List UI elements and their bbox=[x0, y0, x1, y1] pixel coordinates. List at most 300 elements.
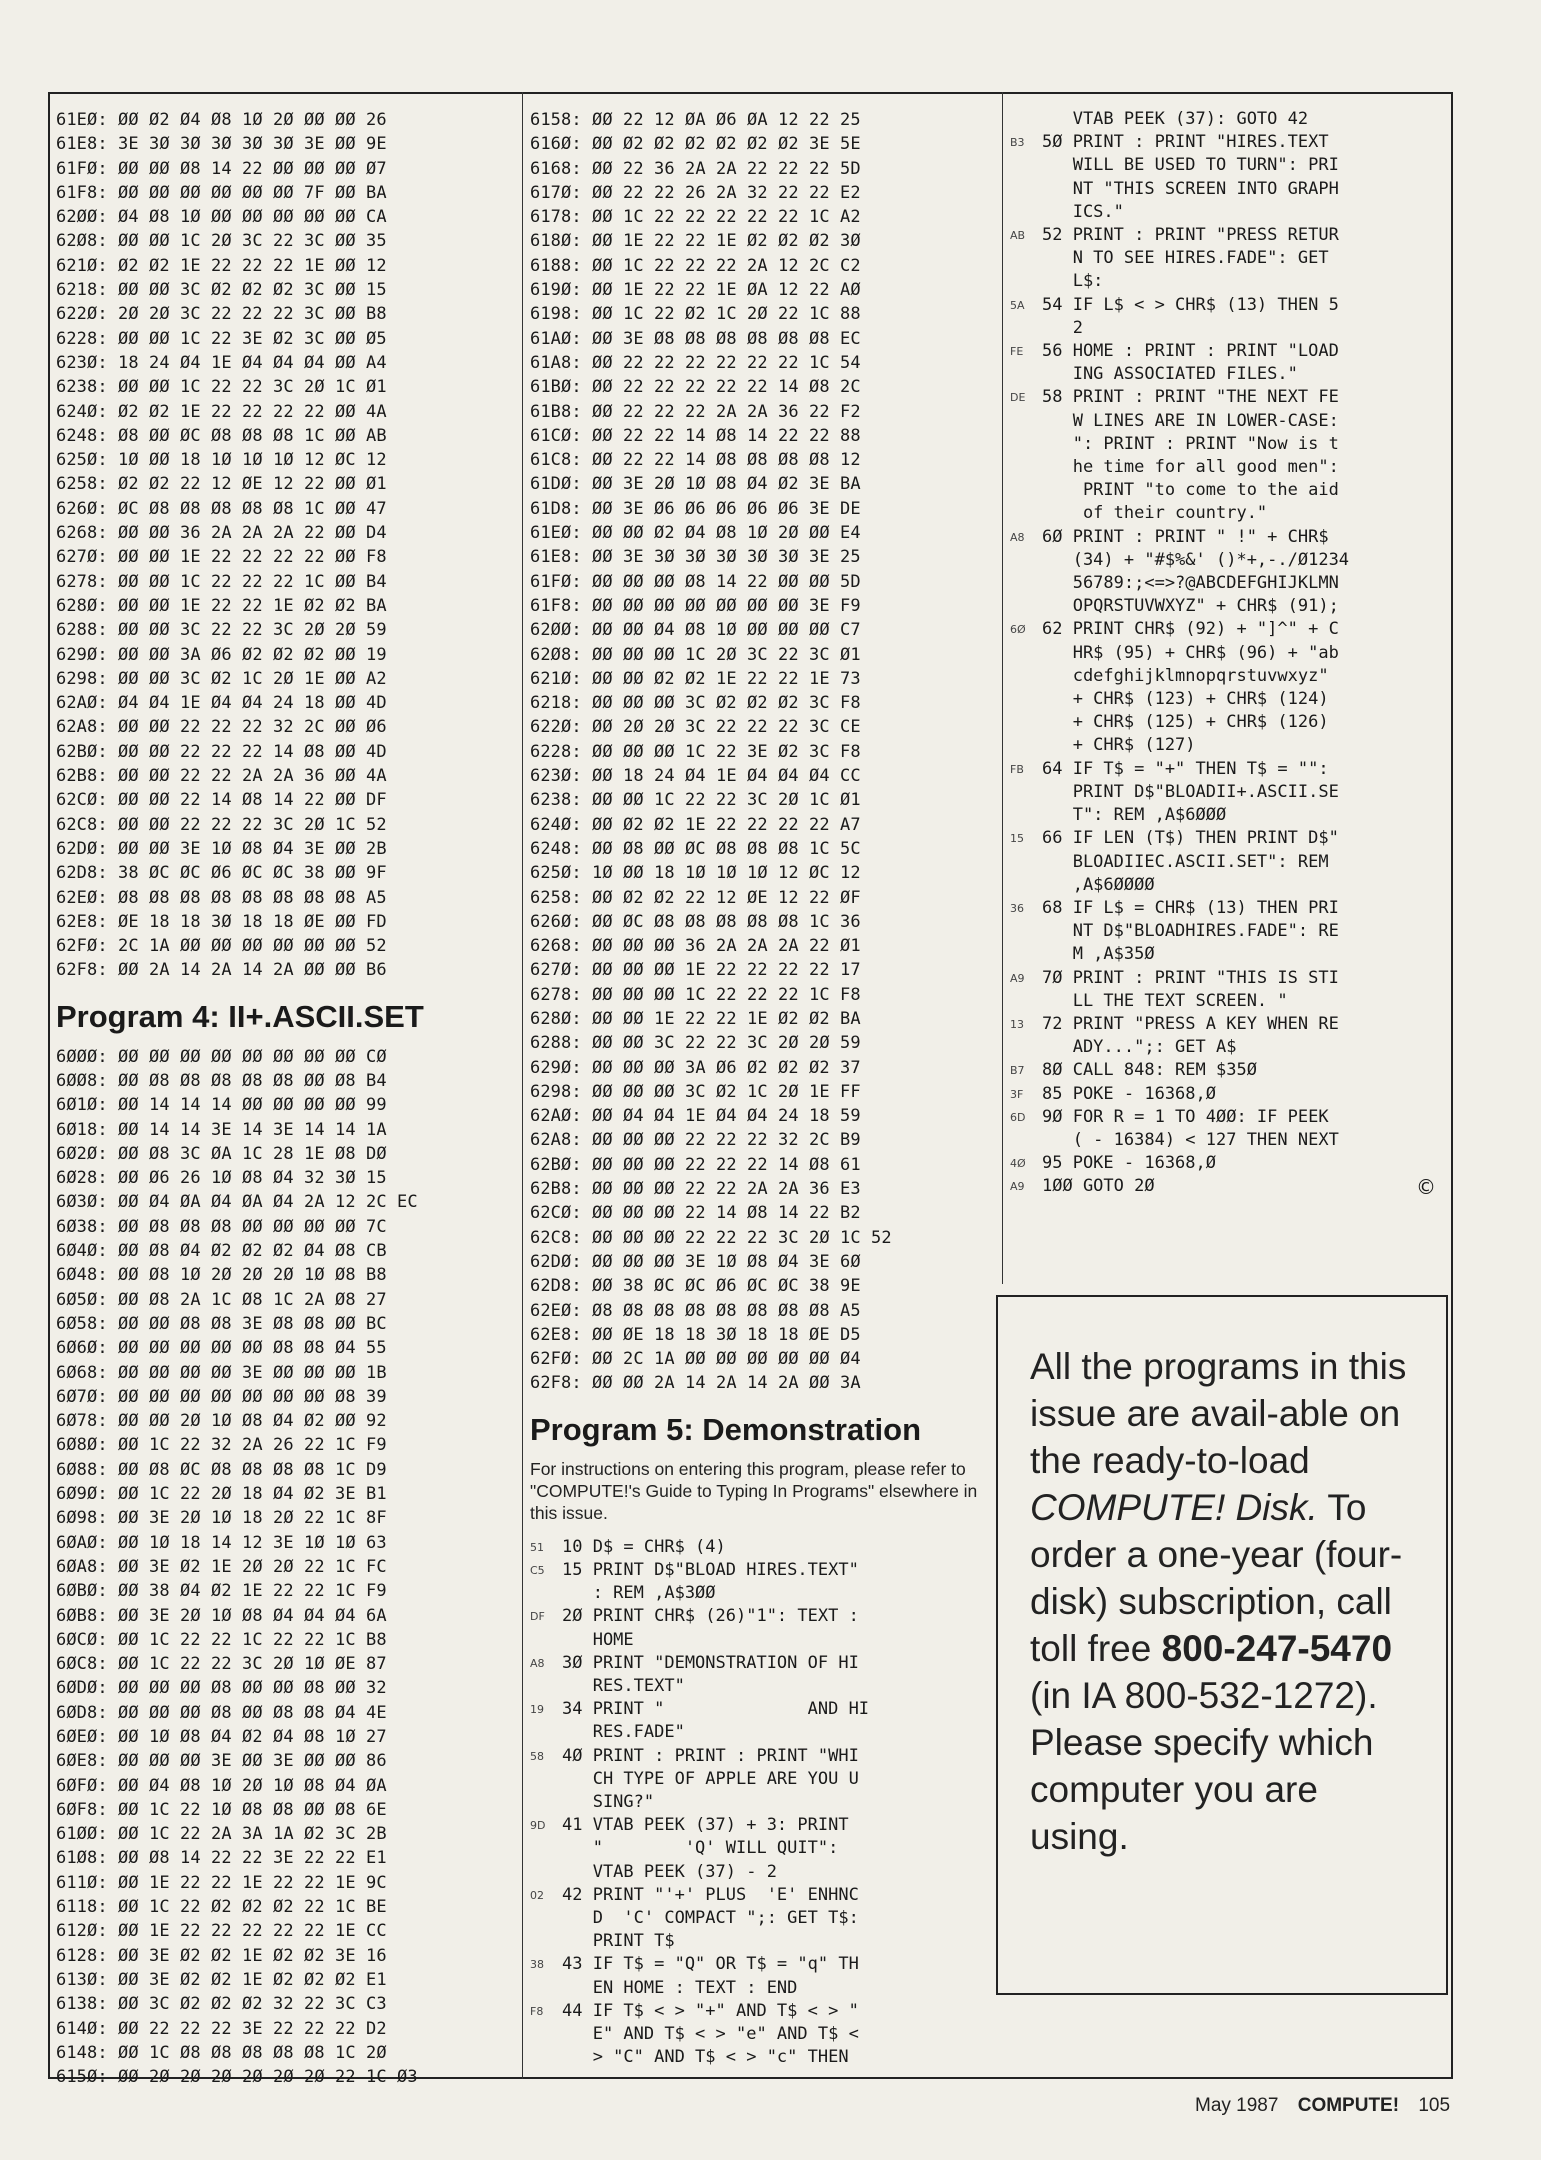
statement: 2 bbox=[1042, 317, 1083, 338]
hex-line: 6ØEØ: ØØ 1Ø Ø8 Ø4 Ø2 Ø4 Ø8 1Ø 27 bbox=[56, 1727, 387, 1747]
hex-line: 62BØ: ØØ ØØ 22 22 22 14 Ø8 ØØ 4D bbox=[56, 741, 387, 762]
program-line bbox=[1010, 1152, 1446, 1175]
statement: PRINT "to come to the aid bbox=[1042, 480, 1339, 501]
hex-line: 62ØØ: Ø4 Ø8 1Ø ØØ ØØ ØØ ØØ ØØ CA bbox=[56, 207, 387, 228]
hex-line: 6188: ØØ 1C 22 22 22 2A 12 2C C2 bbox=[530, 255, 861, 276]
program-line bbox=[1010, 781, 1446, 804]
program5-listing bbox=[530, 1536, 994, 2070]
hex-line: 62D8: ØØ 38 ØC ØC Ø6 ØC ØC 38 9E bbox=[530, 1276, 861, 1297]
hex-line: 62E8: ØØ ØE 18 18 3Ø 18 18 ØE D5 bbox=[530, 1324, 861, 1345]
hex-line: 61B8: ØØ 22 22 22 2A 2A 36 22 F2 bbox=[530, 401, 861, 422]
footer-magazine: COMPUTE! bbox=[1297, 2095, 1400, 2116]
statement: HOME bbox=[562, 1629, 634, 1650]
hex-line: 6298: ØØ ØØ 3C Ø2 1C 2Ø 1E ØØ A2 bbox=[56, 668, 387, 689]
hex-line: 6Ø1Ø: ØØ 14 14 14 ØØ ØØ ØØ ØØ 99 bbox=[56, 1095, 387, 1116]
column-3 bbox=[1010, 108, 1446, 1199]
hex-line: 62A8: ØØ ØØ ØØ 22 22 22 32 2C B9 bbox=[530, 1130, 861, 1151]
program-line bbox=[1010, 1106, 1446, 1129]
statement: 43 IF T$ = "Q" OR T$ = "q" TH bbox=[562, 1954, 859, 1975]
statement: 44 IF T$ < > "+" AND T$ < > " bbox=[562, 2000, 859, 2021]
statement: > "C" AND T$ < > "c" THEN bbox=[562, 2047, 849, 2068]
hex-line: 6Ø2Ø: ØØ Ø8 3C ØA 1C 28 1E Ø8 DØ bbox=[56, 1143, 387, 1164]
statement: ": PRINT : PRINT "Now is t bbox=[1042, 433, 1339, 454]
program-line bbox=[1010, 920, 1446, 943]
checksum: 02 bbox=[530, 1888, 544, 1902]
hex-line: 616Ø: ØØ Ø2 Ø2 Ø2 Ø2 Ø2 Ø2 3E 5E bbox=[530, 134, 861, 155]
statement: NT "THIS SCREEN INTO GRAPH bbox=[1042, 178, 1339, 199]
hex-line: 625Ø: 1Ø ØØ 18 1Ø 1Ø 1Ø 12 ØC 12 bbox=[530, 863, 861, 884]
hex-line: 6288: ØØ ØØ 3C 22 22 3C 2Ø 2Ø 59 bbox=[56, 620, 387, 641]
checksum: DE bbox=[1010, 391, 1026, 405]
column-divider-2 bbox=[1002, 92, 1003, 1284]
statement: 52 PRINT : PRINT "PRESS RETUR bbox=[1042, 225, 1339, 246]
statement: 85 POKE - 16368,Ø bbox=[1042, 1083, 1216, 1104]
checksum: 6Ø bbox=[1010, 623, 1026, 637]
page-footer bbox=[1195, 2095, 1450, 2117]
hex-line: 61D8: ØØ 3E Ø6 Ø6 Ø6 Ø6 Ø6 3E DE bbox=[530, 498, 861, 519]
hex-line: 621Ø: ØØ ØØ Ø2 Ø2 1E 22 22 1E 73 bbox=[530, 668, 861, 689]
program-line bbox=[1010, 178, 1446, 201]
hex-line: 6Ø38: ØØ Ø8 Ø8 Ø8 ØØ ØØ ØØ ØØ 7C bbox=[56, 1216, 387, 1237]
checksum: FE bbox=[1010, 345, 1024, 359]
hex-line: 6Ø48: ØØ Ø8 1Ø 2Ø 2Ø 2Ø 1Ø Ø8 B8 bbox=[56, 1265, 387, 1286]
statement: 1ØØ GOTO 2Ø bbox=[1042, 1176, 1155, 1197]
statement: RES.FADE" bbox=[562, 1722, 685, 1743]
hex-line: 6Ø8Ø: ØØ 1C 22 32 2A 26 22 1C F9 bbox=[56, 1435, 387, 1456]
program-line bbox=[1010, 1013, 1446, 1036]
hex-line: 6218: ØØ ØØ 3C Ø2 Ø2 Ø2 3C ØØ 15 bbox=[56, 280, 387, 301]
ad-text-2: To order a one-year (four-disk) subscription, call toll free bbox=[1030, 1487, 1403, 1669]
hex-line: 61E8: ØØ 3E 3Ø 3Ø 3Ø 3Ø 3Ø 3E 25 bbox=[530, 547, 861, 568]
statement: ( - 16384) < 127 THEN NEXT bbox=[1042, 1129, 1339, 1150]
hex-line: 61Ø8: ØØ Ø8 14 22 22 3E 22 22 E1 bbox=[56, 1848, 387, 1869]
program-line bbox=[530, 1884, 994, 1907]
hex-line: 61BØ: ØØ 22 22 22 22 22 14 Ø8 2C bbox=[530, 377, 861, 398]
program-line bbox=[1010, 247, 1446, 270]
statement: W LINES ARE IN LOWER-CASE: bbox=[1042, 410, 1339, 431]
program-line bbox=[530, 1745, 994, 1768]
hex-line: 61AØ: ØØ 3E Ø8 Ø8 Ø8 Ø8 Ø8 Ø8 EC bbox=[530, 328, 861, 349]
ad-text-1: All the programs in this issue are avail-able on the ready-to-load bbox=[1030, 1346, 1407, 1481]
checksum: A9 bbox=[1010, 1180, 1025, 1194]
hex-line: 6Ø68: ØØ ØØ ØØ ØØ 3E ØØ ØØ ØØ 1B bbox=[56, 1362, 387, 1383]
program-line bbox=[1010, 294, 1446, 317]
program-line bbox=[530, 1536, 994, 1559]
hex-line: 615Ø: ØØ 2Ø 2Ø 2Ø 2Ø 2Ø 2Ø 22 1C Ø3 bbox=[56, 2067, 418, 2088]
statement: + CHR$ (123) + CHR$ (124) bbox=[1042, 689, 1329, 710]
program-line bbox=[1010, 572, 1446, 595]
hex-line: 6298: ØØ ØØ ØØ 3C Ø2 1C 2Ø 1E FF bbox=[530, 1081, 861, 1102]
statement: 95 POKE - 16368,Ø bbox=[1042, 1153, 1216, 1174]
statement: 64 IF T$ = "+" THEN T$ = "": bbox=[1042, 758, 1329, 779]
program-line bbox=[1010, 224, 1446, 247]
checksum: 51 bbox=[530, 1540, 544, 1554]
hex-line: 622Ø: ØØ 2Ø 2Ø 3C 22 22 22 3C CE bbox=[530, 717, 861, 738]
hex-line: 62EØ: Ø8 Ø8 Ø8 Ø8 Ø8 Ø8 Ø8 Ø8 A5 bbox=[56, 887, 387, 908]
program-line bbox=[1010, 734, 1446, 757]
footer-page-number: 105 bbox=[1418, 2095, 1451, 2116]
program-line bbox=[1010, 201, 1446, 224]
program-line bbox=[1010, 386, 1446, 409]
hex-line: 62DØ: ØØ ØØ 3E 1Ø Ø8 Ø4 3E ØØ 2B bbox=[56, 838, 387, 859]
hex-line: 6248: Ø8 ØØ ØC Ø8 Ø8 Ø8 1C ØØ AB bbox=[56, 425, 387, 446]
checksum: 36 bbox=[1010, 901, 1024, 915]
program-line bbox=[530, 1814, 994, 1837]
statement: PRINT T$ bbox=[562, 1931, 675, 1952]
program-line bbox=[1010, 711, 1446, 734]
program-line bbox=[530, 1652, 994, 1675]
program-line bbox=[1010, 410, 1446, 433]
statement: 58 PRINT : PRINT "THE NEXT FE bbox=[1042, 387, 1339, 408]
hex-line: 626Ø: ØC Ø8 Ø8 Ø8 Ø8 Ø8 1C ØØ 47 bbox=[56, 498, 387, 519]
hex-line: 629Ø: ØØ ØØ ØØ 3A Ø6 Ø2 Ø2 Ø2 37 bbox=[530, 1057, 861, 1078]
statement: ING ASSOCIATED FILES." bbox=[1042, 364, 1298, 385]
program-line bbox=[1010, 851, 1446, 874]
statement: ,A$6ØØØØ bbox=[1042, 874, 1155, 895]
hex-line: 6148: ØØ 1C Ø8 Ø8 Ø8 Ø8 Ø8 1C 2Ø bbox=[56, 2042, 387, 2063]
program-line bbox=[1010, 967, 1446, 990]
hex-line: 61E8: 3E 3Ø 3Ø 3Ø 3Ø 3Ø 3E ØØ 9E bbox=[56, 134, 387, 155]
hex-listing-program4 bbox=[56, 1045, 514, 2090]
program-line bbox=[1010, 874, 1446, 897]
column-divider-1 bbox=[522, 92, 523, 2079]
checksum: 58 bbox=[530, 1749, 544, 1763]
statement: " 'Q' WILL QUIT": bbox=[562, 1838, 839, 1859]
statement: 8Ø CALL 848: REM $35Ø bbox=[1042, 1060, 1257, 1081]
hex-line: 61CØ: ØØ 22 22 14 Ø8 14 22 22 88 bbox=[530, 425, 861, 446]
hex-line: 62Ø8: ØØ ØØ ØØ 1C 2Ø 3C 22 3C Ø1 bbox=[530, 644, 861, 665]
program-line bbox=[530, 1559, 994, 1582]
program-line bbox=[1010, 1129, 1446, 1152]
statement: 3Ø PRINT "DEMONSTRATION OF HI bbox=[562, 1652, 859, 1673]
program-line bbox=[1010, 131, 1446, 154]
hex-line: 6Ø58: ØØ ØØ Ø8 Ø8 3E Ø8 Ø8 ØØ BC bbox=[56, 1313, 387, 1334]
hex-line: 62AØ: ØØ Ø4 Ø4 1E Ø4 Ø4 24 18 59 bbox=[530, 1106, 861, 1127]
program-line bbox=[530, 2023, 994, 2046]
statement: 4Ø PRINT : PRINT : PRINT "WHI bbox=[562, 1745, 859, 1766]
program-line bbox=[1010, 340, 1446, 363]
statement: 7Ø PRINT : PRINT "THIS IS STI bbox=[1042, 967, 1339, 988]
statement: L$: bbox=[1042, 271, 1104, 292]
program-line bbox=[530, 1791, 994, 1814]
hex-line: 621Ø: Ø2 Ø2 1E 22 22 22 1E ØØ 12 bbox=[56, 255, 387, 276]
hex-line: 6288: ØØ ØØ 3C 22 22 3C 2Ø 2Ø 59 bbox=[530, 1033, 861, 1054]
hex-line: 6278: ØØ ØØ ØØ 1C 22 22 22 1C F8 bbox=[530, 984, 861, 1005]
hex-line: 626Ø: ØØ ØC Ø8 Ø8 Ø8 Ø8 Ø8 1C 36 bbox=[530, 911, 861, 932]
hex-line: 6Ø88: ØØ Ø8 ØC Ø8 Ø8 Ø8 Ø8 1C D9 bbox=[56, 1459, 387, 1480]
hex-line: 61FØ: ØØ ØØ ØØ Ø8 14 22 ØØ ØØ 5D bbox=[530, 571, 861, 592]
checksum: A9 bbox=[1010, 971, 1025, 985]
checksum: 3F bbox=[1010, 1087, 1024, 1101]
hex-line: 623Ø: 18 24 Ø4 1E Ø4 Ø4 Ø4 ØØ A4 bbox=[56, 352, 387, 373]
hex-line: 62DØ: ØØ ØØ ØØ 3E 1Ø Ø8 Ø4 3E 6Ø bbox=[530, 1251, 861, 1272]
program-line bbox=[530, 1837, 994, 1860]
program-line bbox=[530, 2046, 994, 2069]
statement: 54 IF L$ < > CHR$ (13) THEN 5 bbox=[1042, 294, 1339, 315]
checksum: 4Ø bbox=[1010, 1157, 1026, 1171]
program-line bbox=[1010, 549, 1446, 572]
hex-line: 6248: ØØ Ø8 ØØ ØC Ø8 Ø8 Ø8 1C 5C bbox=[530, 838, 861, 859]
program-line bbox=[1010, 502, 1446, 525]
statement: OPQRSTUVWXYZ" + CHR$ (91); bbox=[1042, 596, 1339, 617]
statement: 41 VTAB PEEK (37) + 3: PRINT bbox=[562, 1815, 849, 1836]
program-line bbox=[1010, 270, 1446, 293]
checksum: A8 bbox=[530, 1656, 545, 1670]
hex-line: 62A8: ØØ ØØ 22 22 22 32 2C ØØ Ø6 bbox=[56, 717, 387, 738]
statement: : REM ,A$3ØØ bbox=[562, 1583, 716, 1604]
hex-line: 6Ø18: ØØ 14 14 3E 14 3E 14 14 1A bbox=[56, 1119, 387, 1140]
hex-line: 62B8: ØØ ØØ 22 22 2A 2A 36 ØØ 4A bbox=[56, 766, 387, 787]
hex-line: 62F8: ØØ 2A 14 2A 14 2A ØØ ØØ B6 bbox=[56, 960, 387, 981]
hex-line: 6238: ØØ ØØ 1C 22 22 3C 2Ø 1C Ø1 bbox=[56, 377, 387, 398]
hex-line: 6268: ØØ ØØ ØØ 36 2A 2A 2A 22 Ø1 bbox=[530, 936, 861, 957]
statement: CH TYPE OF APPLE ARE YOU U bbox=[562, 1768, 859, 1789]
hex-line: 62E8: ØE 18 18 3Ø 18 18 ØE ØØ FD bbox=[56, 911, 387, 932]
program-line bbox=[1010, 1036, 1446, 1059]
column-1 bbox=[56, 108, 514, 2089]
statement: 34 PRINT " AND HI bbox=[562, 1699, 870, 1720]
program-line bbox=[1010, 827, 1446, 850]
hex-line: 6Ø4Ø: ØØ Ø8 Ø4 Ø2 Ø2 Ø2 Ø4 Ø8 CB bbox=[56, 1241, 387, 1262]
program-line bbox=[530, 1953, 994, 1976]
hex-line: 62ØØ: ØØ ØØ Ø4 Ø8 1Ø ØØ ØØ ØØ C7 bbox=[530, 620, 861, 641]
program-line bbox=[1010, 479, 1446, 502]
hex-line: 6ØF8: ØØ 1C 22 1Ø Ø8 Ø8 ØØ Ø8 6E bbox=[56, 1799, 387, 1820]
hex-line: 6ØBØ: ØØ 38 Ø4 Ø2 1E 22 22 1C F9 bbox=[56, 1581, 387, 1602]
hex-line: 624Ø: ØØ Ø2 Ø2 1E 22 22 22 22 A7 bbox=[530, 814, 861, 835]
hex-line: 61EØ: ØØ ØØ Ø2 Ø4 Ø8 1Ø 2Ø ØØ E4 bbox=[530, 523, 861, 544]
hex-line: 62CØ: ØØ ØØ ØØ 22 14 Ø8 14 22 B2 bbox=[530, 1203, 861, 1224]
hex-line: 6ØC8: ØØ 1C 22 22 3C 2Ø 1Ø ØE 87 bbox=[56, 1654, 387, 1675]
disk-ad-text bbox=[1030, 1343, 1418, 1860]
hex-line: 6278: ØØ ØØ 1C 22 22 22 1C ØØ B4 bbox=[56, 571, 387, 592]
statement: SING?" bbox=[562, 1791, 655, 1812]
hex-line: 6Ø7Ø: ØØ ØØ ØØ ØØ ØØ ØØ ØØ Ø8 39 bbox=[56, 1386, 387, 1407]
hex-line: 61EØ: ØØ Ø2 Ø4 Ø8 1Ø 2Ø ØØ ØØ 26 bbox=[56, 110, 387, 130]
hex-line: 6128: ØØ 3E Ø2 Ø2 1E Ø2 Ø2 3E 16 bbox=[56, 1945, 387, 1966]
checksum: F8 bbox=[530, 2004, 544, 2018]
checksum: A8 bbox=[1010, 530, 1025, 544]
program-line bbox=[530, 2000, 994, 2023]
statement: LL THE TEXT SCREEN. " bbox=[1042, 990, 1288, 1011]
statement: ICS." bbox=[1042, 201, 1124, 222]
hex-line: 6ØDØ: ØØ ØØ ØØ Ø8 ØØ ØØ Ø8 ØØ 32 bbox=[56, 1678, 387, 1699]
checksum: 6D bbox=[1010, 1110, 1026, 1124]
footer-date: May 1987 bbox=[1195, 2095, 1279, 2116]
ad-text-3: (in IA 800-532-1272). Please specify which computer you are using. bbox=[1030, 1675, 1378, 1857]
hex-line: 6268: ØØ ØØ 36 2A 2A 2A 22 ØØ D4 bbox=[56, 523, 387, 544]
hex-line: 6158: ØØ 22 12 ØA Ø6 ØA 12 22 25 bbox=[530, 110, 861, 130]
hex-listing-continued bbox=[530, 108, 994, 1396]
hex-line: 628Ø: ØØ ØØ 1E 22 22 1E Ø2 Ø2 BA bbox=[530, 1008, 861, 1029]
statement: 9Ø FOR R = 1 TO 4ØØ: IF PEEK bbox=[1042, 1106, 1329, 1127]
program5-title: Program 5: Demonstration bbox=[530, 1411, 922, 1447]
hex-line: 6178: ØØ 1C 22 22 22 22 22 1C A2 bbox=[530, 207, 861, 228]
program-line bbox=[530, 1675, 994, 1698]
program-line bbox=[530, 1768, 994, 1791]
program-line bbox=[1010, 456, 1446, 479]
statement: HR$ (95) + CHR$ (96) + "ab bbox=[1042, 642, 1339, 663]
checksum: 9D bbox=[530, 1819, 546, 1833]
hex-line: 61FØ: ØØ ØØ Ø8 14 22 ØØ ØØ ØØ Ø7 bbox=[56, 158, 387, 179]
hex-line: 6Ø9Ø: ØØ 1C 22 2Ø 18 Ø4 Ø2 3E B1 bbox=[56, 1484, 387, 1505]
statement: D 'C' COMPACT ";: GET T$: bbox=[562, 1907, 859, 1928]
program-line bbox=[530, 1861, 994, 1884]
hex-line: 6Ø98: ØØ 3E 2Ø 1Ø 18 2Ø 22 1C 8F bbox=[56, 1508, 387, 1529]
hex-line: 6138: ØØ 3C Ø2 Ø2 Ø2 32 22 3C C3 bbox=[56, 1994, 387, 2015]
statement: M ,A$35Ø bbox=[1042, 944, 1155, 965]
hex-line: 624Ø: Ø2 Ø2 1E 22 22 22 22 ØØ 4A bbox=[56, 401, 387, 422]
hex-line: 61ØØ: ØØ 1C 22 2A 3A 1A Ø2 3C 2B bbox=[56, 1824, 387, 1845]
program5-instructions: For instructions on entering this program, please refer to "COMPUTE!'s Guide to Typing In Programs" elsewhere in this issue. bbox=[530, 1458, 978, 1523]
hex-line: 623Ø: ØØ 18 24 Ø4 1E Ø4 Ø4 Ø4 CC bbox=[530, 766, 861, 787]
statement: E" AND T$ < > "e" AND T$ < bbox=[562, 2024, 859, 2044]
hex-line: 6ØCØ: ØØ 1C 22 22 1C 22 22 1C B8 bbox=[56, 1629, 387, 1650]
hex-line: 627Ø: ØØ ØØ ØØ 1E 22 22 22 22 17 bbox=[530, 960, 861, 981]
checksum: DF bbox=[530, 1610, 545, 1624]
statement: RES.TEXT" bbox=[562, 1675, 685, 1696]
program-line bbox=[530, 1930, 994, 1953]
statement: + CHR$ (125) + CHR$ (126) bbox=[1042, 712, 1329, 733]
hex-line: 6228: ØØ ØØ 1C 22 3E Ø2 3C ØØ Ø5 bbox=[56, 328, 387, 349]
statement: N TO SEE HIRES.FADE": GET bbox=[1042, 248, 1329, 269]
hex-line: 612Ø: ØØ 1E 22 22 22 22 22 1E CC bbox=[56, 1921, 387, 1942]
statement: 72 PRINT "PRESS A KEY WHEN RE bbox=[1042, 1013, 1339, 1034]
checksum: AB bbox=[1010, 229, 1026, 243]
hex-line: 614Ø: ØØ 22 22 22 3E 22 22 22 D2 bbox=[56, 2018, 387, 2039]
hex-line: 62B8: ØØ ØØ ØØ 22 22 2A 2A 36 E3 bbox=[530, 1179, 861, 1200]
hex-line: 6Ø28: ØØ Ø6 26 1Ø Ø8 Ø4 32 3Ø 15 bbox=[56, 1168, 387, 1189]
program-line bbox=[530, 1907, 994, 1930]
end-mark-icon: © bbox=[1416, 1174, 1436, 1199]
hex-line: 617Ø: ØØ 22 22 26 2A 32 22 22 E2 bbox=[530, 182, 861, 203]
statement: 6Ø PRINT : PRINT " !" + CHR$ bbox=[1042, 526, 1329, 547]
hex-line: 6Ø6Ø: ØØ ØØ ØØ ØØ ØØ Ø8 Ø8 Ø4 55 bbox=[56, 1338, 387, 1359]
disk-ad-box bbox=[996, 1295, 1448, 1995]
program5-listing-continued bbox=[1010, 108, 1446, 1199]
statement: T": REM ,A$6ØØØ bbox=[1042, 805, 1227, 826]
hex-line: 6168: ØØ 22 36 2A 2A 22 22 22 5D bbox=[530, 158, 861, 179]
statement: 62 PRINT CHR$ (92) + "]^" + C bbox=[1042, 619, 1339, 640]
hex-line: 6118: ØØ 1C 22 Ø2 Ø2 Ø2 22 1C BE bbox=[56, 1897, 387, 1918]
hex-line: 619Ø: ØØ 1E 22 22 1E ØA 12 22 AØ bbox=[530, 280, 861, 301]
hex-line: 6ØB8: ØØ 3E 2Ø 1Ø Ø8 Ø4 Ø4 Ø4 6A bbox=[56, 1605, 387, 1626]
hex-line: 6ØFØ: ØØ Ø4 Ø8 1Ø 2Ø 1Ø Ø8 Ø4 ØA bbox=[56, 1775, 387, 1796]
hex-line: 6ØE8: ØØ ØØ ØØ 3E ØØ 3E ØØ ØØ 86 bbox=[56, 1751, 387, 1772]
hex-line: 6ØA8: ØØ 3E Ø2 1E 2Ø 2Ø 22 1C FC bbox=[56, 1556, 387, 1577]
statement: 68 IF L$ = CHR$ (13) THEN PRI bbox=[1042, 897, 1339, 918]
hex-line: 629Ø: ØØ ØØ 3A Ø6 Ø2 Ø2 Ø2 ØØ 19 bbox=[56, 644, 387, 665]
checksum: C5 bbox=[530, 1563, 545, 1577]
hex-line: 611Ø: ØØ 1E 22 22 1E 22 22 1E 9C bbox=[56, 1872, 387, 1893]
statement: PRINT D$"BLOADII+.ASCII.SE bbox=[1042, 781, 1339, 802]
hex-line: 627Ø: ØØ ØØ 1E 22 22 22 22 ØØ F8 bbox=[56, 547, 387, 568]
hex-line: 62AØ: Ø4 Ø4 1E Ø4 Ø4 24 18 ØØ 4D bbox=[56, 693, 387, 714]
statement: WILL BE USED TO TURN": PRI bbox=[1042, 155, 1339, 176]
hex-line: 61DØ: ØØ 3E 2Ø 1Ø Ø8 Ø4 Ø2 3E BA bbox=[530, 474, 861, 495]
hex-line: 628Ø: ØØ ØØ 1E 22 22 1E Ø2 Ø2 BA bbox=[56, 595, 387, 616]
statement: he time for all good men": bbox=[1042, 457, 1339, 478]
program-line bbox=[1010, 433, 1446, 456]
hex-line: 61F8: ØØ ØØ ØØ ØØ ØØ ØØ 7F ØØ BA bbox=[56, 182, 387, 203]
checksum: 15 bbox=[1010, 832, 1024, 846]
program-line bbox=[1010, 642, 1446, 665]
program-line bbox=[1010, 526, 1446, 549]
hex-line: 62F8: ØØ ØØ 2A 14 2A 14 2A ØØ 3A bbox=[530, 1373, 861, 1394]
program-line bbox=[530, 1698, 994, 1721]
hex-line: 6258: ØØ Ø2 Ø2 22 12 ØE 12 22 ØF bbox=[530, 887, 861, 908]
hex-line: 6258: Ø2 Ø2 22 12 ØE 12 22 ØØ Ø1 bbox=[56, 474, 387, 495]
hex-line: 62EØ: Ø8 Ø8 Ø8 Ø8 Ø8 Ø8 Ø8 Ø8 A5 bbox=[530, 1300, 861, 1321]
program-line bbox=[1010, 595, 1446, 618]
hex-line: 6ØD8: ØØ ØØ ØØ Ø8 ØØ Ø8 Ø8 Ø4 4E bbox=[56, 1702, 387, 1723]
hex-line: 6Ø5Ø: ØØ Ø8 2A 1C Ø8 1C 2A Ø8 27 bbox=[56, 1289, 387, 1310]
statement: 56 HOME : PRINT : PRINT "LOAD bbox=[1042, 341, 1339, 362]
checksum: 13 bbox=[1010, 1017, 1024, 1031]
program-line bbox=[1010, 665, 1446, 688]
program-line bbox=[1010, 154, 1446, 177]
hex-line: 61C8: ØØ 22 22 14 Ø8 Ø8 Ø8 Ø8 12 bbox=[530, 450, 861, 471]
hex-line: 6ØØ8: ØØ Ø8 Ø8 Ø8 Ø8 Ø8 ØØ Ø8 B4 bbox=[56, 1070, 387, 1091]
program-line bbox=[530, 1721, 994, 1744]
hex-line: 61A8: ØØ 22 22 22 22 22 22 1C 54 bbox=[530, 352, 861, 373]
program-line bbox=[1010, 108, 1446, 131]
statement: VTAB PEEK (37): GOTO 42 bbox=[1042, 109, 1309, 129]
program-line bbox=[1010, 804, 1446, 827]
checksum: B3 bbox=[1010, 136, 1025, 150]
statement: VTAB PEEK (37) - 2 bbox=[562, 1861, 777, 1882]
statement: of their country." bbox=[1042, 503, 1268, 524]
program-line bbox=[1010, 1059, 1446, 1082]
statement: cdefghijklmnopqrstuvwxyz" bbox=[1042, 665, 1329, 686]
program-line bbox=[1010, 758, 1446, 781]
program-line bbox=[530, 1605, 994, 1628]
checksum: FB bbox=[1010, 762, 1024, 776]
program-line bbox=[1010, 618, 1446, 641]
hex-line: 6Ø3Ø: ØØ Ø4 ØA Ø4 ØA Ø4 2A 12 2C EC bbox=[56, 1192, 418, 1213]
hex-line: 6218: ØØ ØØ ØØ 3C Ø2 Ø2 Ø2 3C F8 bbox=[530, 693, 861, 714]
hex-line: 618Ø: ØØ 1E 22 22 1E Ø2 Ø2 Ø2 3Ø bbox=[530, 231, 861, 252]
hex-line: 622Ø: 2Ø 2Ø 3C 22 22 22 3C ØØ B8 bbox=[56, 304, 387, 325]
hex-line: 6ØØØ: ØØ ØØ ØØ ØØ ØØ ØØ ØØ ØØ CØ bbox=[56, 1046, 387, 1067]
hex-line: 62FØ: 2C 1A ØØ ØØ ØØ ØØ ØØ ØØ 52 bbox=[56, 936, 387, 957]
hex-line: 62CØ: ØØ ØØ 22 14 Ø8 14 22 ØØ DF bbox=[56, 790, 387, 811]
hex-line: 6Ø78: ØØ ØØ 2Ø 1Ø Ø8 Ø4 Ø2 ØØ 92 bbox=[56, 1411, 387, 1432]
checksum: 38 bbox=[530, 1958, 544, 1972]
statement: ADY...";: GET A$ bbox=[1042, 1037, 1237, 1058]
program-line bbox=[530, 1629, 994, 1652]
hex-line: 62D8: 38 ØC ØC Ø6 ØC ØC 38 ØØ 9F bbox=[56, 863, 387, 884]
program-line bbox=[1010, 1083, 1446, 1106]
statement: 2Ø PRINT CHR$ (26)"1": TEXT : bbox=[562, 1606, 859, 1627]
program-line bbox=[1010, 688, 1446, 711]
column-2 bbox=[530, 108, 994, 2069]
statement: BLOADIIEC.ASCII.SET": REM bbox=[1042, 851, 1329, 872]
program-line bbox=[530, 1582, 994, 1605]
program-line bbox=[1010, 990, 1446, 1013]
statement: EN HOME : TEXT : END bbox=[562, 1977, 798, 1998]
statement: 5Ø PRINT : PRINT "HIRES.TEXT bbox=[1042, 132, 1329, 153]
hex-line: 62BØ: ØØ ØØ ØØ 22 22 22 14 Ø8 61 bbox=[530, 1154, 861, 1175]
program-line bbox=[1010, 317, 1446, 340]
checksum: 5A bbox=[1010, 298, 1025, 312]
hex-line: 613Ø: ØØ 3E Ø2 Ø2 1E Ø2 Ø2 Ø2 E1 bbox=[56, 1969, 387, 1990]
hex-line: 62FØ: ØØ 2C 1A ØØ ØØ ØØ ØØ ØØ Ø4 bbox=[530, 1349, 861, 1370]
statement: 15 PRINT D$"BLOAD HIRES.TEXT" bbox=[562, 1559, 859, 1580]
statement: 42 PRINT "'+' PLUS 'E' ENHNC bbox=[562, 1884, 859, 1905]
statement: (34) + "#$%&' ()*+,-./Ø1234 bbox=[1042, 549, 1350, 570]
statement: + CHR$ (127) bbox=[1042, 735, 1196, 756]
